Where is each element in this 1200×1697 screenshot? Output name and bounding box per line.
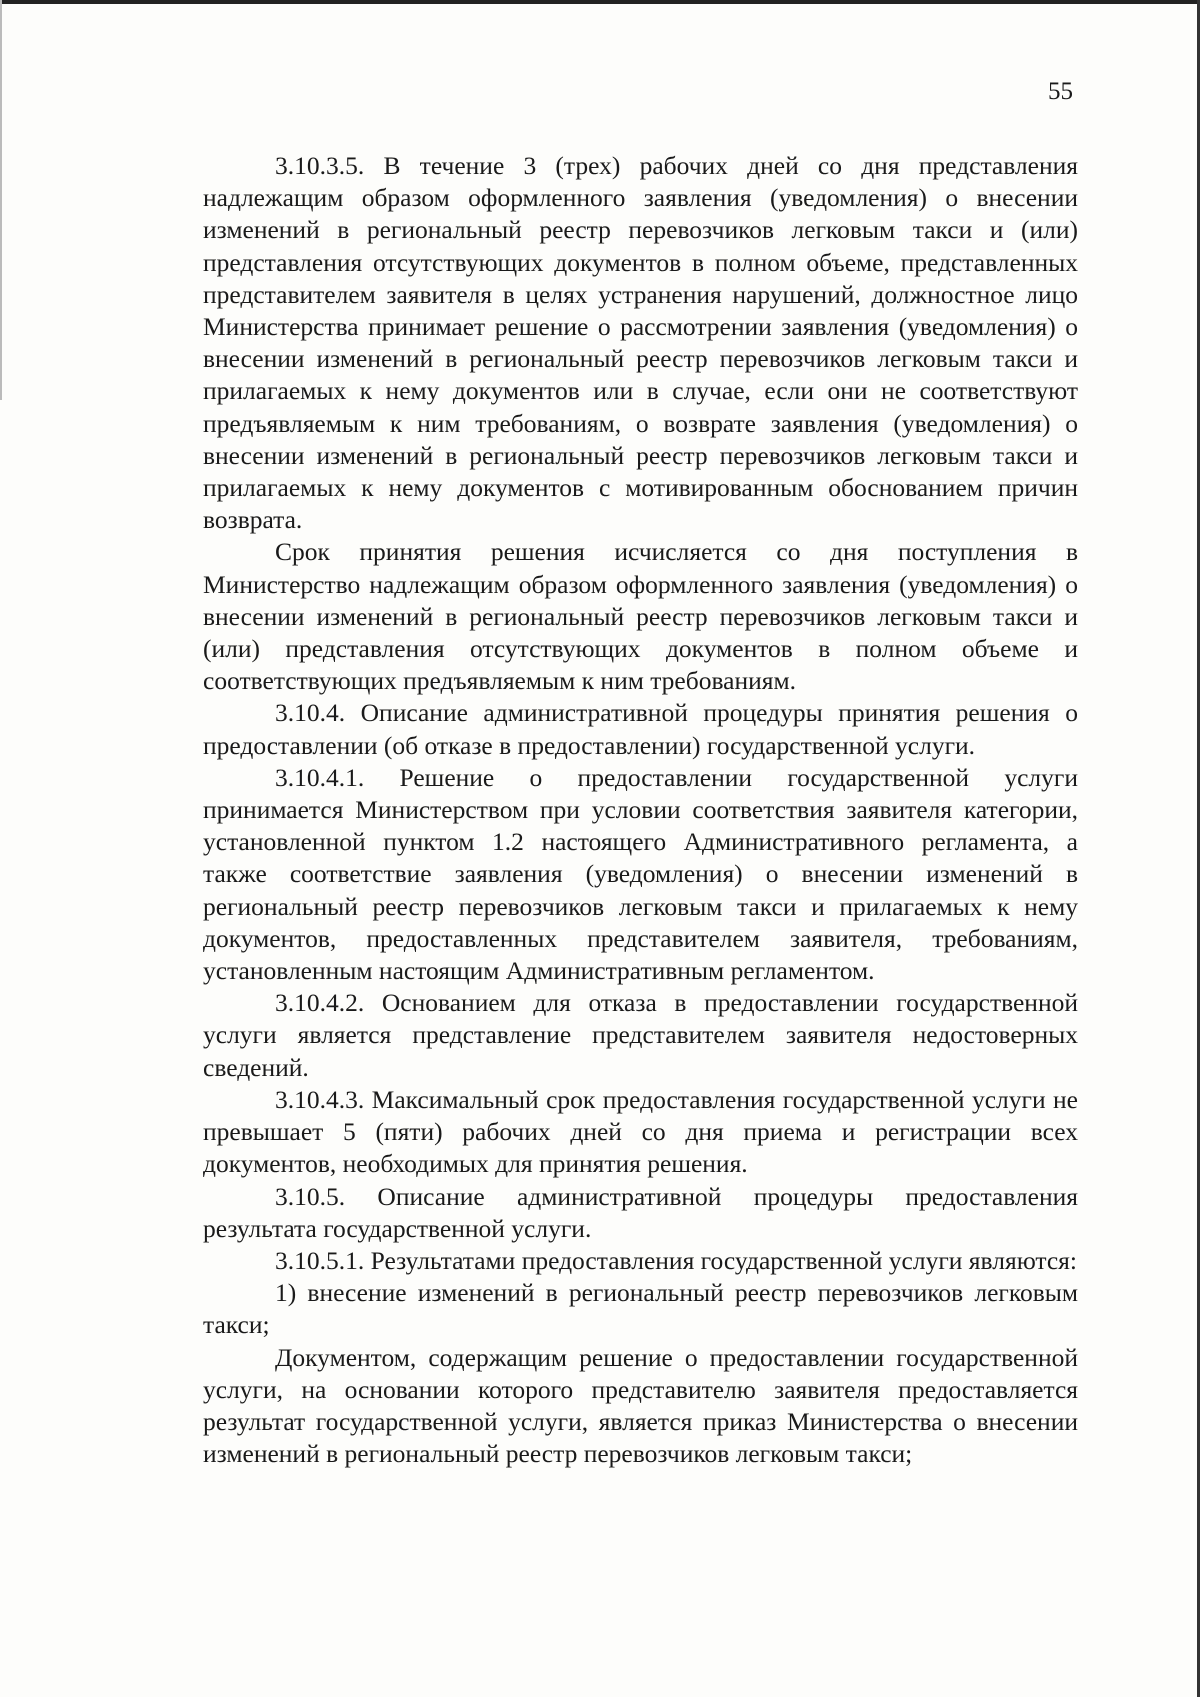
scan-edge-top — [0, 0, 1200, 4]
paragraph-3-10-4: 3.10.4. Описание административной процедуры принятия решения о предоставлении (об отказе в предоставлении) государственной услуги. — [203, 698, 1078, 760]
document-body — [203, 150, 1078, 1470]
scan-edge-left — [0, 0, 2, 400]
paragraph-3-10-4-3: 3.10.4.3. Максимальный срок предоставления государственной услуги не превышает 5 (пяти) рабочих дней со дня приема и регистрации всех документов, необходимых для принятия решения. — [203, 1084, 1078, 1179]
paragraph-decision-term: Срок принятия решения исчисляется со дня поступления в Министерство надлежащим образом оформленного заявления (уведомления) о внесении изменений в региональный реестр перевозчиков легковым такси и (или) представления отсутствующих документов в полном объеме и соответствующих предъявляемым к ним требованиям. — [203, 537, 1078, 696]
paragraph-result-document: Документом, содержащим решение о предоставлении государственной услуги, на основании которого представителю заявителя предоставляется результат государственной услуги, является приказ Министерства о внесении изменений в региональный реестр перевозчиков легковым такси; — [203, 1342, 1078, 1469]
paragraph-3-10-5-1: 3.10.5.1. Результатами предоставления государственной услуги являются: — [275, 1245, 1077, 1275]
paragraph-3-10-4-2: 3.10.4.2. Основанием для отказа в предоставлении государственной услуги является представление представителем заявителя недостоверных сведений. — [203, 988, 1078, 1082]
paragraph-3-10-5: 3.10.5. Описание административной процедуры предоставления результата государственной услуги. — [203, 1181, 1078, 1243]
paragraph-3-10-3-5: 3.10.3.5. В течение 3 (трех) рабочих дней со дня представления надлежащим образом оформленного заявления (уведомления) о внесении изменений в региональный реестр перевозчиков легковым такси и (или) представления отсутствующих документов в полном объеме, представленных представителем заявителя в целях устранения нарушений, должностное лицо Министерства принимает решение о рассмотрении заявления (уведомления) о внесении изменений в региональный реестр перевозчиков легковым такси и прилагаемых к нему документов или в случае, если они не соответствуют предъявляемым к ним требованиям, о возврате заявления (уведомления) о внесении изменений в региональный реестр перевозчиков легковым такси и прилагаемых к нему документов с мотивированным обоснованием причин возврата. — [203, 151, 1078, 535]
paragraph-3-10-4-1: 3.10.4.1. Решение о предоставлении государственной услуги принимается Министерством при условии соответствия заявителя категории, установленной пунктом 1.2 настоящего Административного регламента, а также соответствие заявления (уведомления) о внесении изменений в региональный реестр перевозчиков легковым такси и прилагаемых к нему документов, предоставленных представителем заявителя, требованиям, установленным настоящим Административным регламентом. — [203, 762, 1078, 986]
paragraph-result-item-1: 1) внесение изменений в региональный реестр перевозчиков легковым такси; — [203, 1278, 1078, 1340]
page-number: 55 — [1048, 78, 1073, 105]
